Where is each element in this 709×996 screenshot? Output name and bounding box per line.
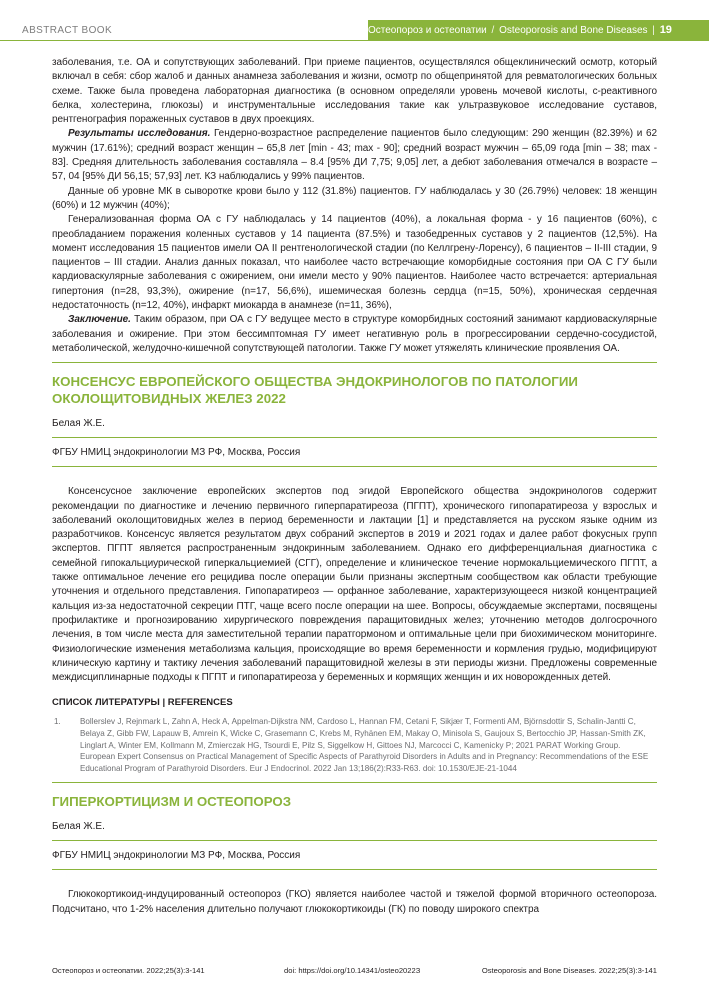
page-number: 19 bbox=[659, 24, 672, 36]
footer-doi: doi: https://doi.org/10.14341/osteo2022З bbox=[284, 966, 421, 975]
conclusion-label: Заключение. bbox=[68, 314, 131, 326]
abstract-affiliation: ФГБУ НМИЦ эндокринологии МЗ РФ, Москва, Россия bbox=[52, 447, 301, 459]
author-divider bbox=[52, 840, 657, 841]
abstract-book-label: ABSTRACT BOOK bbox=[0, 20, 368, 41]
section-divider bbox=[52, 362, 657, 363]
paragraph-consensus-body: Консенсусное заключение европейских экспертов под эгидой Европейского общества эндокринологов содержит рекомендации по диагностике и лечению первичного гиперпаратиреоза (ПГПТ), хронического гипопаратиреоза у взрослых и заболеваний околощитовидных желез в период беременности и лактации [1] и представляется на русском языке одним из разработчиков. Консенсус является результатом двух собраний экспертов в 2019 и 2021 годах и далее работ фокусных групп экспертов. ПГПТ является распространенным эндокринным заболеванием. Однако его дифференциальная диагностика с семейной гипокальциурической гиперкальциемией (СГГ), определение и клиническое течение нормокальциемического ПГПТ, а также оптимальное лечение его рецидива после операции были признаны экспертным сообществом как области требующие уточнения и отдельного представления. Гипопаратиреоз — орфанное заболевание, характеризующееся низкой концентрацией кальция из-за недостаточной секреции ПТГ, чаще всего после операции на шее. Вопросы, обсуждаемые экспертами, посвящены профилактике и прогнозированию хирургического повреждения паращитовидных желез; уточнению методов долгосрочного лечения, в том числе места для заместительной терапии паратгормоном и оптимальные цели при биохимическом мониторинге. Физиологические изменения метаболизма кальция, происходящие во время беременности и кормления грудью, модифицируют клиническую картину и тактику лечения заболеваний паращитовидной железы в эти периоды жизни. Предложены современные междисциплинарные подходы к ПГПТ и гипопаратиреоза у беременных и кормящих женщин и их новорожденных детей. bbox=[52, 486, 657, 684]
affiliation-divider bbox=[52, 466, 657, 467]
author-divider bbox=[52, 437, 657, 438]
paragraph-gio-body: Глюкокортикоид-индуцированный остеопороз (ГКО) является наиболее частой и тяжелой формой вторичного остеопороза. Подсчитано, что 1-2% населения длительно получают глюкокортикоиды (ГК) по поводу широкого спектра bbox=[52, 889, 657, 915]
abstract-affiliation: ФГБУ НМИЦ эндокринологии МЗ РФ, Москва, Россия bbox=[52, 850, 301, 862]
journal-title-ru: Остеопороз и остеопатии bbox=[368, 25, 487, 36]
page-content bbox=[52, 56, 657, 917]
paragraph-results bbox=[52, 127, 657, 184]
footer-citation-ru: Остеопороз и остеопатии. 2022;25(3):3-141 bbox=[52, 966, 205, 975]
results-label: Результаты исследования. bbox=[68, 128, 211, 140]
results-text: Гендерно-возрастное распределение пациентов было следующим: 290 женщин (82.39%) и 62 мужчин (17.61%); средний возраст женщин – 65,8 лет [min - 43; max - 90]; средний возраст мужчин – 65,09 года [min – 38; max - 83]. Средняя длительность заболевания составляла – 8.4 [95% ДИ 7,75; 9,05] лет, а дебют заболевания отмечался в возрасте – 57, 04 [95% ДИ 56,15; 57,93] лет. КЗ наблюдались у 99% пациентов. bbox=[52, 128, 657, 183]
affiliation-divider bbox=[52, 869, 657, 870]
paragraph-uric-acid: Данные об уровне МК в сыворотке крови было у 112 (31.8%) пациентов. ГУ наблюдалась у 30 (26.79%) человек: 18 женщин (60%) и 12 мужчин (40%); bbox=[52, 185, 657, 211]
page-header bbox=[0, 20, 709, 41]
journal-title-separator: / bbox=[491, 25, 495, 36]
footer-citation-en: Osteoporosis and Bone Diseases. 2022;25(3):3-141 bbox=[481, 966, 657, 975]
abstract-title-consensus: КОНСЕНСУС ЕВРОПЕЙСКОГО ОБЩЕСТВА ЭНДОКРИНОЛОГОВ ПО ПАТОЛОГИИ ОКОЛОЩИТОВИДНЫХ ЖЕЛЕЗ 2022 bbox=[52, 374, 578, 407]
paragraph-forms: Генерализованная форма ОА с ГУ наблюдалась у 14 пациентов (40%), а локальная форма - у 16 пациентов (60%), с преобладанием поражения коленных суставов у 14 пациента (87.5%) и тазобедренных суставов у 2 пациентов (12,5%). На момент исследования 15 пациентов имели ОА II рентгенологической стадии (по Келлгрену-Лоренсу), 6 пациентов – II-III стадии, 9 пациентов – III стадии. Анализ данных показал, что наиболее часто встречающие коморбидные состояния при ОА С ГУ были кардиоваскулярные заболевания с ожирением, они имели место у 90% пациентов. Наиболее часто встречается: артериальная гипертония (n=28, 93,3%), ожирение (n=17, 56,6%), ишемическая болезнь сердца (n=15, 50%), хроническая сердечная недостаточность (n=12, 40%), инфаркт миокарда в анамнезе (n=11, 36%), bbox=[52, 214, 657, 312]
abstract-author: Белая Ж.Е. bbox=[52, 418, 105, 430]
reference-number: 1. bbox=[54, 717, 61, 727]
reference-text: Bollerslev J, Rejnmark L, Zahn A, Heck A, Appelman-Dijkstra NM, Cardoso L, Hannan FM, Cetani F, Sikjær T, Formenti AM, Björnsdottir S, Schalin-Jantti C, Belaya Z, Gibb FW, Lapauw B, Amrein K, Wicke C, Grasemann C, Krebs M, Ryhänen EM, Makay O, Minisola S, Gaujoux S, Bertocchio JP, Hassan-Smith ZK, Linglart A, Winter EM, Kollmann M, Zmierczak HG, Tsourdi E, Pilz S, Siggelkow H, Gittoes NJ, Marcocci C, Kamenicky P; 2021 PARAT Working Group. European Expert Consensus on Practical Management of Specific Aspects of Parathyroid Disorders in Adults and in Pregnancy: Recommendations of the ESE Educational Program of Parathyroid Disorders. Eur J Endocrinol. 2022 Jan 13;186(2):R33-R63. doi: 10.1530/EJE-21-1044 bbox=[80, 717, 649, 773]
journal-title-en: Osteoporosis and Bone Diseases bbox=[499, 25, 648, 36]
section-divider bbox=[52, 782, 657, 783]
abstract-title-hypercortisolism: ГИПЕРКОРТИЦИЗМ И ОСТЕОПОРОЗ bbox=[52, 794, 292, 810]
references-title: СПИСОК ЛИТЕРАТУРЫ | REFERENCES bbox=[52, 697, 233, 709]
reference-item bbox=[52, 716, 657, 774]
journal-banner bbox=[368, 20, 709, 41]
page-number-separator: | bbox=[652, 25, 655, 36]
paragraph-conclusion bbox=[52, 313, 657, 356]
abstract-author: Белая Ж.Е. bbox=[52, 821, 105, 833]
page-footer bbox=[0, 966, 709, 978]
paragraph-methods-continued: заболевания, т.е. ОА и сопутствующих заболеваний. При приеме пациентов, осуществлялся общеклинический осмотр, который включал в себя: сбор жалоб и данных анамнеза заболевания и жизни, осмотр по общепринятой для ревматологических больных схеме. Также была проведена лабораторная диагностика (в основном определяли уровень мочевой кислоты, с-реактивного белка, холестерина, глюкозы) и инструментальные исследования такие как ультразвуковое исследование суставов, рентгенография пораженных суставов в двух проекциях. bbox=[52, 57, 657, 126]
conclusion-text: Таким образом, при ОА с ГУ ведущее место в структуре коморбидных состояний занимают кардиоваскулярные заболевания и ожирение. При этом бессимптомная ГУ имеет негативную роль в прогрессировании сердечно-сосудистой, метаболической, желудочно-кишечной сопутствующей патологии. Также ГУ может утяжелять клинические проявления ОА. bbox=[52, 314, 657, 354]
